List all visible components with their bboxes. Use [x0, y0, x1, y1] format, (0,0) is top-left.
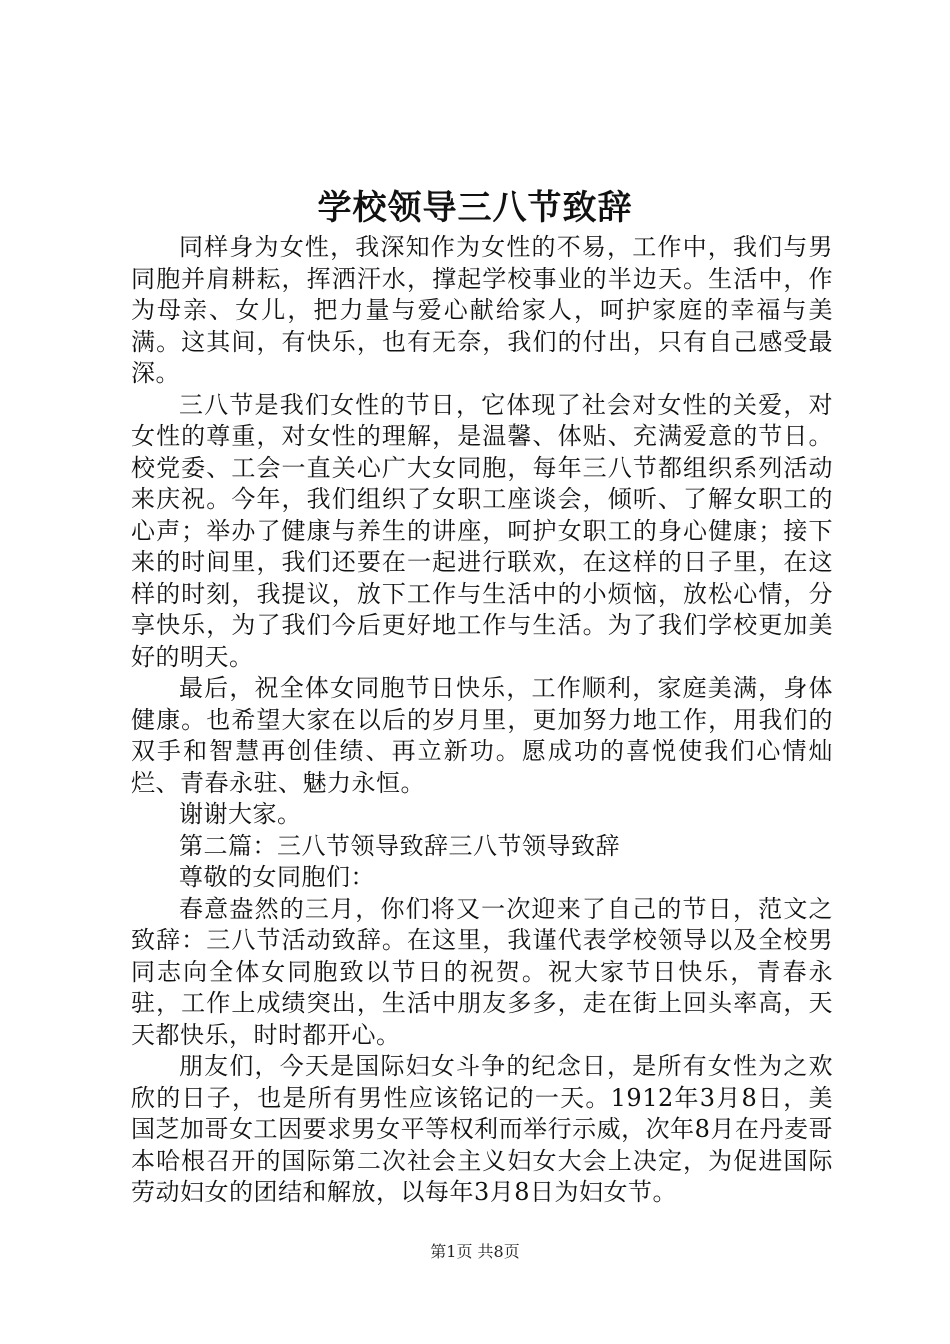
- paragraph: 最后，祝全体女同胞节日快乐，工作顺利，家庭美满，身体健康。也希望大家在以后的岁月里，更加努力地工作，用我们的双手和智慧再创佳绩、再立新功。愿成功的喜悦使我们心情灿烂、青春永驻、魅力永恒。: [131, 674, 833, 797]
- page-number: 第1页 共8页: [430, 1242, 520, 1261]
- paragraph: 朋友们，今天是国际妇女斗争的纪念日，是所有女性为之欢欣的日子，也是所有男性应该铭记的一天。1912年3月8日，美国芝加哥女工因要求男女平等权利而举行示威，次年8月在丹麦哥本哈根召开的国际第二次社会主义妇女大会上决定，为促进国际劳动妇女的团结和解放，以每年3月8日为妇女节。: [131, 1052, 833, 1206]
- section-heading: 第二篇：三八节领导致辞三八节领导致辞: [179, 831, 620, 860]
- document-body: [131, 232, 833, 1209]
- salutation: 尊敬的女同胞们：: [179, 863, 375, 891]
- paragraph: 春意盎然的三月，你们将又一次迎来了自己的节日，范文之致辞：三八节活动致辞。在这里，我谨代表学校领导以及全校男同志向全体女同胞致以节日的祝贺。祝大家节日快乐，青春永驻，工作上成绩突出，生活中朋友多多，走在街上回头率高，天天都快乐，时时都开心。: [131, 894, 833, 1049]
- paragraph: 同样身为女性，我深知作为女性的不易，工作中，我们与男同胞并肩耕耘，挥洒汗水，撑起学校事业的半边天。生活中，作为母亲、女儿，把力量与爱心献给家人，呵护家庭的幸福与美满。这其间，有快乐，也有无奈，我们的付出，只有自己感受最深。: [131, 233, 833, 387]
- document-title: 学校领导三八节致辞: [317, 188, 633, 228]
- paragraph: 三八节是我们女性的节日，它体现了社会对女性的关爱，对女性的尊重，对女性的理解，是温馨、体贴、充满爱意的节日。校党委、工会一直关心广大女同胞，每年三八节都组织系列活动来庆祝。今年，我们组织了女职工座谈会，倾听、了解女职工的心声；举办了健康与养生的讲座，呵护女职工的身心健康；接下来的时间里，我们还要在一起进行联欢，在这样的日子里，在这样的时刻，我提议，放下工作与生活中的小烦恼，放松心情，分享快乐，为了我们今后更好地工作与生活。为了我们学校更加美好的明天。: [131, 390, 833, 671]
- page-footer: [0, 1241, 950, 1263]
- paragraph: 谢谢大家。: [179, 800, 302, 828]
